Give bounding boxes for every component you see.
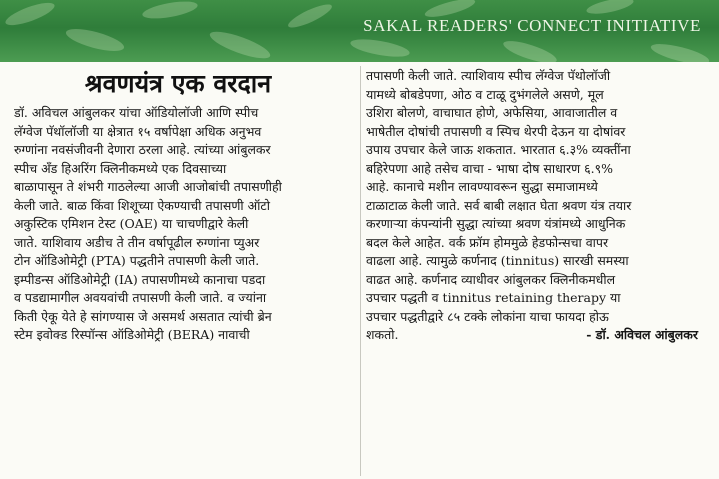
article-line: किती ऐकू येते हे सांगण्यास जे असमर्थ असतात त्यांची ब्रेन (14, 308, 272, 324)
article-paragraph-right (366, 67, 698, 326)
column-divider (360, 66, 361, 476)
article-line: उपाय उपचार केले जाऊ शकतात. भारतात ६.३% व्यक्तींना (366, 142, 631, 157)
article-line: उपचार पद्धतीद्वारे ८५ टक्के लोकांना याचा फायदा होऊ (366, 308, 609, 324)
article-line: केली जाते. बाळ किंवा शिशूच्या ऐकण्याची तपासणी ऑटो (14, 197, 270, 213)
article-line: टोन ऑडिओमेट्री (PTA) पद्धतीने तपासणी केली जाते. (14, 253, 260, 268)
article-line: बाळापासून ते शंभरी गाठलेल्या आजी आजोबांची तपासणीही (14, 179, 282, 194)
article-line: आहे. कानाचे मशीन लावण्यावरून सुद्धा समाजामध्ये (366, 179, 598, 194)
article-line: स्टेम इवोक्ड रिस्पॉन्स ऑडिओमेट्री (BERA) नावाची (14, 327, 250, 342)
article-line: रुग्णांना नवसंजीवनी देणारा ठरला आहे. त्यांच्या आंबुलकर (14, 142, 271, 157)
article-line: वाढत आहे. कर्णनाद व्याधीवर आंबुलकर क्लिनीकमधील (366, 271, 616, 287)
article-line: जाते. याशिवाय अडीच ते तीन वर्षापूढील रुग्णांना प्युअर (14, 234, 260, 250)
article-headline: श्रवणयंत्र एक वरदान (84, 69, 272, 98)
article-line: लॅग्वेज पॅथॉलॉजी या क्षेत्रात १५ वर्षापेक्षा अधिक अनुभव (14, 123, 262, 139)
initiative-title: SAKAL READERS' CONNECT INITIATIVE (363, 16, 701, 35)
closing-line (366, 326, 698, 345)
article-paragraph-left (14, 104, 357, 345)
closing-text: शकतो. (366, 327, 399, 342)
article-column-left (14, 104, 357, 345)
sponsor-banner (0, 0, 719, 62)
article-line: भाषेतील दोषांची तपासणी व स्पिच थेरपी देऊन या दोषांवर (366, 123, 626, 139)
article-line: टाळाटाळ केली जाते. सर्व बाबी लक्षात घेता श्रवण यंत्र तयार (366, 197, 632, 213)
author-signature: - डॉ. अविचल आंबुलकर (586, 327, 698, 342)
article-line: बहिरेपणा आहे तसेच वाचा - भाषा दोष साधारण ६.९% (366, 160, 613, 176)
article-line: व पडद्यामागील अवयवांची तपासणी केली जाते. व ज्यांना (14, 290, 267, 305)
article-line: अकुस्टिक एमिशन टेस्ट (OAE) या चाचणीद्वारे केली (14, 216, 249, 231)
article-line: उशिरा बोलणे, वाचाघात होणे, अफेसिया, आवाजातील व (366, 105, 618, 120)
article-line: डॉ. अविचल आंबुलकर यांचा ऑडियोलॉजी आणि स्पीच (14, 105, 259, 120)
article-line: तपासणी केली जाते. त्याशिवाय स्पीच लॅग्वेज पॅथोलॉजी (366, 68, 611, 83)
article-line: बदल केले आहेत. वर्क फ्रॉम होममुळे हेडफोन्सचा वापर (366, 234, 609, 250)
article-line: यामध्ये बोबडेपणा, ओठ व टाळू दुभंगलेले असणे, मूल (366, 86, 604, 102)
article-line: करणाऱ्या कंपन्यांनी सुद्धा त्यांच्या श्रवण यंत्रांमध्ये आधुनिक (366, 216, 626, 231)
article-column-right (366, 67, 698, 345)
article-line: वाढला आहे. त्यामुळे कर्णनाद (tinnitus) सारखी समस्या (366, 253, 629, 268)
article-line: उपचार पद्धती व tinnitus retaining therapy या (366, 290, 621, 305)
article-line: इम्पीडन्स ऑडिओमेट्री (IA) तपासणीमध्ये कानाचा पडदा (14, 271, 266, 287)
article-line: स्पीच अँड हिअरिंग क्लिनीकमध्ये एक दिवसाच्या (14, 160, 227, 176)
